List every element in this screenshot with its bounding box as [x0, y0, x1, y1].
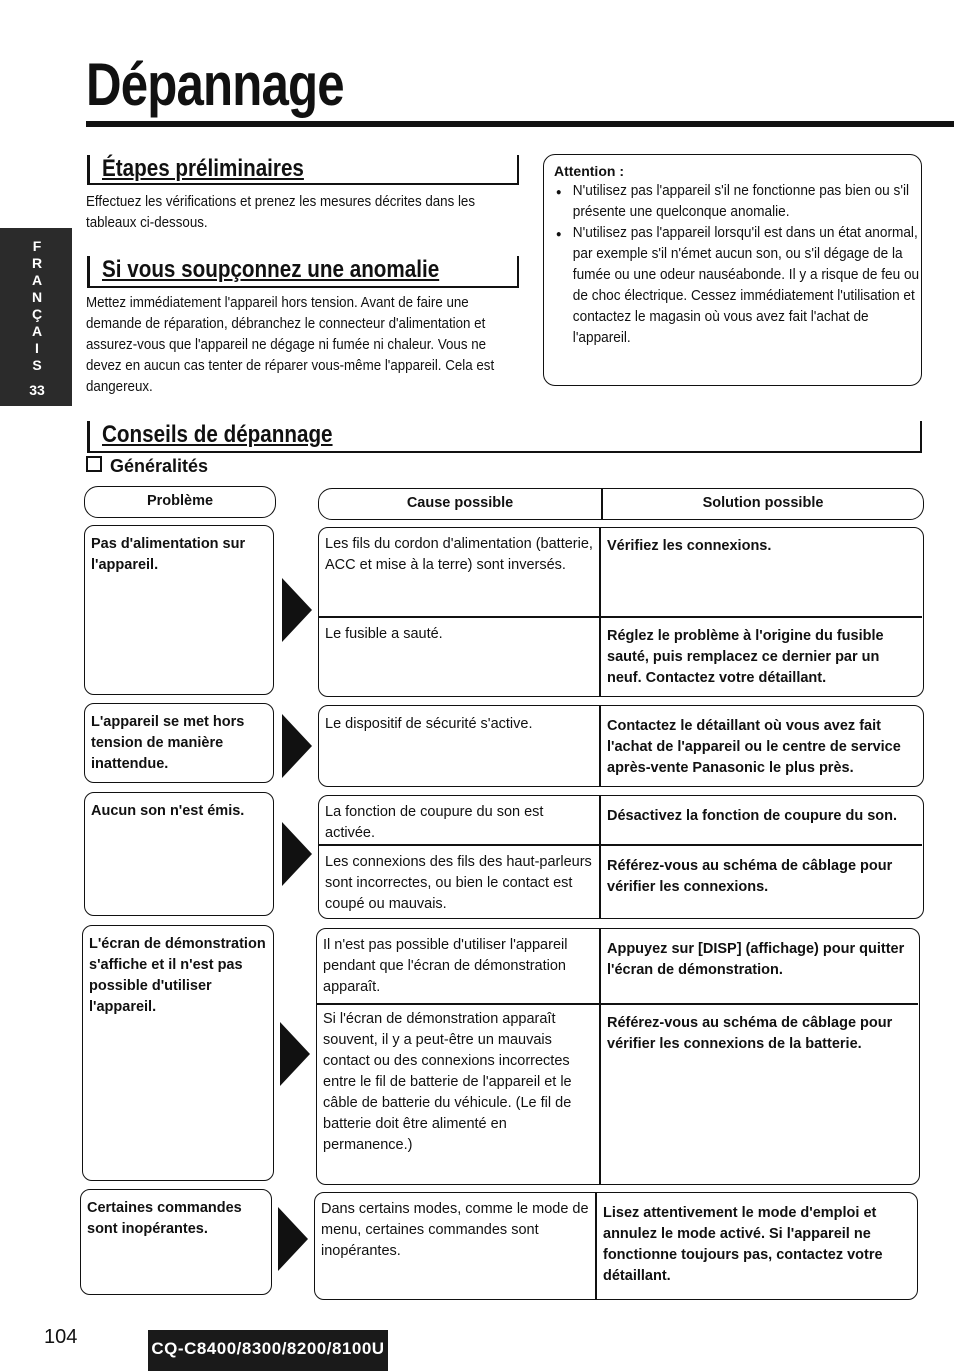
- cause-cell: Dans certains modes, comme le mode de menu, certaines commandes sont inopérantes.: [321, 1201, 589, 1259]
- anomaly-text: Mettez immédiatement l'appareil hors tension. Avant de faire une demande de réparation, débranchez le connecteur d'alimentation et assurez-vous que l'appareil ne dégage ni fumée ni chaleur. Vous ne devez en aucun cas tenter de réparer vous-même l'appareil. Cela est dangereux.: [86, 295, 495, 395]
- cause-solution-group: [318, 527, 924, 697]
- column-header-solution: Solution possible: [702, 495, 824, 511]
- attention-item: ● N'utilisez pas l'appareil lorsqu'il est dans un état anormal, par exemple s'il n'émet aucun son, ou s'il dégage de la fumée ou une odeur nauséabonde. Il y a risque de feu ou de choc électrique. Cessez immédiatement l'utilisation et contactez le magasin où vous avez fait l'achat de l'appareil.: [573, 223, 926, 349]
- side-tab-letter: N: [31, 289, 43, 305]
- row-divider: [319, 616, 922, 618]
- preliminary-heading-box: [87, 155, 519, 185]
- column-header-group: [318, 488, 924, 520]
- cause-cell: Si l'écran de démonstration apparaît souvent, il y a peut-être un mauvais contact ou des connexions incorrectes entre le fil de batterie de l'appareil et le câble de batterie du véhicule. (Le fil de batterie doit être alimenté en permanence.): [323, 1011, 572, 1153]
- general-subheading-label: Généralités: [110, 456, 209, 476]
- cause-solution-group: [318, 795, 924, 919]
- solution-cell: Contactez le détaillant où vous avez fait l'achat de l'appareil ou le centre de service après-vente Panasonic le plus près.: [607, 718, 901, 776]
- language-side-tab: [0, 228, 72, 406]
- checkbox-icon: [86, 456, 102, 472]
- problem-cell: Pas d'alimentation sur l'appareil.: [84, 525, 274, 695]
- attention-item: ● N'utilisez pas l'appareil s'il ne fonctionne pas bien ou s'il présente une quelconque anomalie.: [573, 181, 926, 223]
- solution-cell: Vérifiez les connexions.: [607, 538, 772, 554]
- side-tab-letter: I: [35, 340, 39, 356]
- side-tab-letter: A: [31, 272, 43, 288]
- cause-cell: Le dispositif de sécurité s'active.: [325, 716, 533, 732]
- arrow-icon: [282, 822, 312, 886]
- tips-heading-box: [87, 421, 922, 453]
- solution-cell: Appuyez sur [DISP] (affichage) pour quitter l'écran de démonstration.: [607, 941, 905, 978]
- anomaly-heading: Si vous soupçonnez une anomalie: [102, 256, 440, 283]
- problem-cell: Aucun son n'est émis.: [84, 792, 274, 916]
- attention-box: [543, 154, 922, 386]
- arrow-icon: [280, 1022, 310, 1086]
- side-tab-number: 33: [29, 382, 45, 398]
- side-tab-letter: A: [31, 323, 43, 339]
- problem-cell: Certaines commandes sont inopérantes.: [80, 1189, 272, 1295]
- preliminary-heading: Étapes préliminaires: [102, 155, 304, 182]
- solution-cell: Désactivez la fonction de coupure du son.: [607, 808, 898, 824]
- cause-cell: Le fusible a sauté.: [325, 626, 443, 642]
- side-tab-letter: Ç: [31, 306, 43, 322]
- problem-cell: L'appareil se met hors tension de manière inattendue.: [84, 703, 274, 783]
- general-subheading: [86, 456, 208, 477]
- cause-cell: Il n'est pas possible d'utiliser l'appareil pendant que l'écran de démonstration apparaît.: [323, 937, 568, 995]
- cause-cell: Les connexions des fils des haut-parleurs sont incorrectes, ou bien le contact est coupé ou mauvais.: [325, 854, 592, 912]
- attention-title: Attention :: [554, 163, 624, 179]
- solution-cell: Réglez le problème à l'origine du fusible sauté, puis remplacez ce dernier par un neuf. Contactez votre détaillant.: [607, 628, 884, 686]
- cause-solution-group: [318, 705, 924, 787]
- page-title: Dépannage: [86, 51, 344, 118]
- arrow-icon: [282, 578, 312, 642]
- page-number: 104: [44, 1326, 78, 1348]
- problem-cell: L'écran de démonstration s'affiche et il n'est pas possible d'utiliser l'appareil.: [82, 925, 274, 1181]
- side-tab-letter: S: [32, 357, 42, 373]
- preliminary-text: Effectuez les vérifications et prenez les mesures décrites dans les tableaux ci-dessous.: [86, 194, 476, 231]
- solution-cell: Référez-vous au schéma de câblage pour vérifier les connexions de la batterie.: [607, 1015, 893, 1052]
- column-header-problem: Problème: [84, 486, 276, 518]
- cause-cell: Les fils du cordon d'alimentation (batterie, ACC et mise à la terre) sont inversés.: [325, 536, 593, 573]
- side-tab-letter: R: [31, 255, 43, 271]
- cause-solution-group: [316, 928, 920, 1185]
- arrow-icon: [278, 1207, 308, 1271]
- solution-cell: Lisez attentivement le mode d'emploi et annulez le mode activé. Si l'appareil ne fonctionne toujours pas, contactez votre détaillant.: [603, 1205, 883, 1284]
- title-rule: [86, 121, 954, 127]
- cause-solution-group: [314, 1192, 918, 1300]
- tips-heading: Conseils de dépannage: [102, 421, 333, 448]
- anomaly-heading-box: [87, 256, 519, 288]
- side-tab-letter: F: [32, 238, 42, 254]
- arrow-icon: [282, 714, 312, 778]
- solution-cell: Référez-vous au schéma de câblage pour vérifier les connexions.: [607, 858, 893, 895]
- column-header-cause: Cause possible: [406, 495, 514, 511]
- cause-cell: La fonction de coupure du son est activée.: [325, 804, 544, 841]
- model-number-badge: CQ-C8400/8300/8200/8100U: [148, 1330, 388, 1371]
